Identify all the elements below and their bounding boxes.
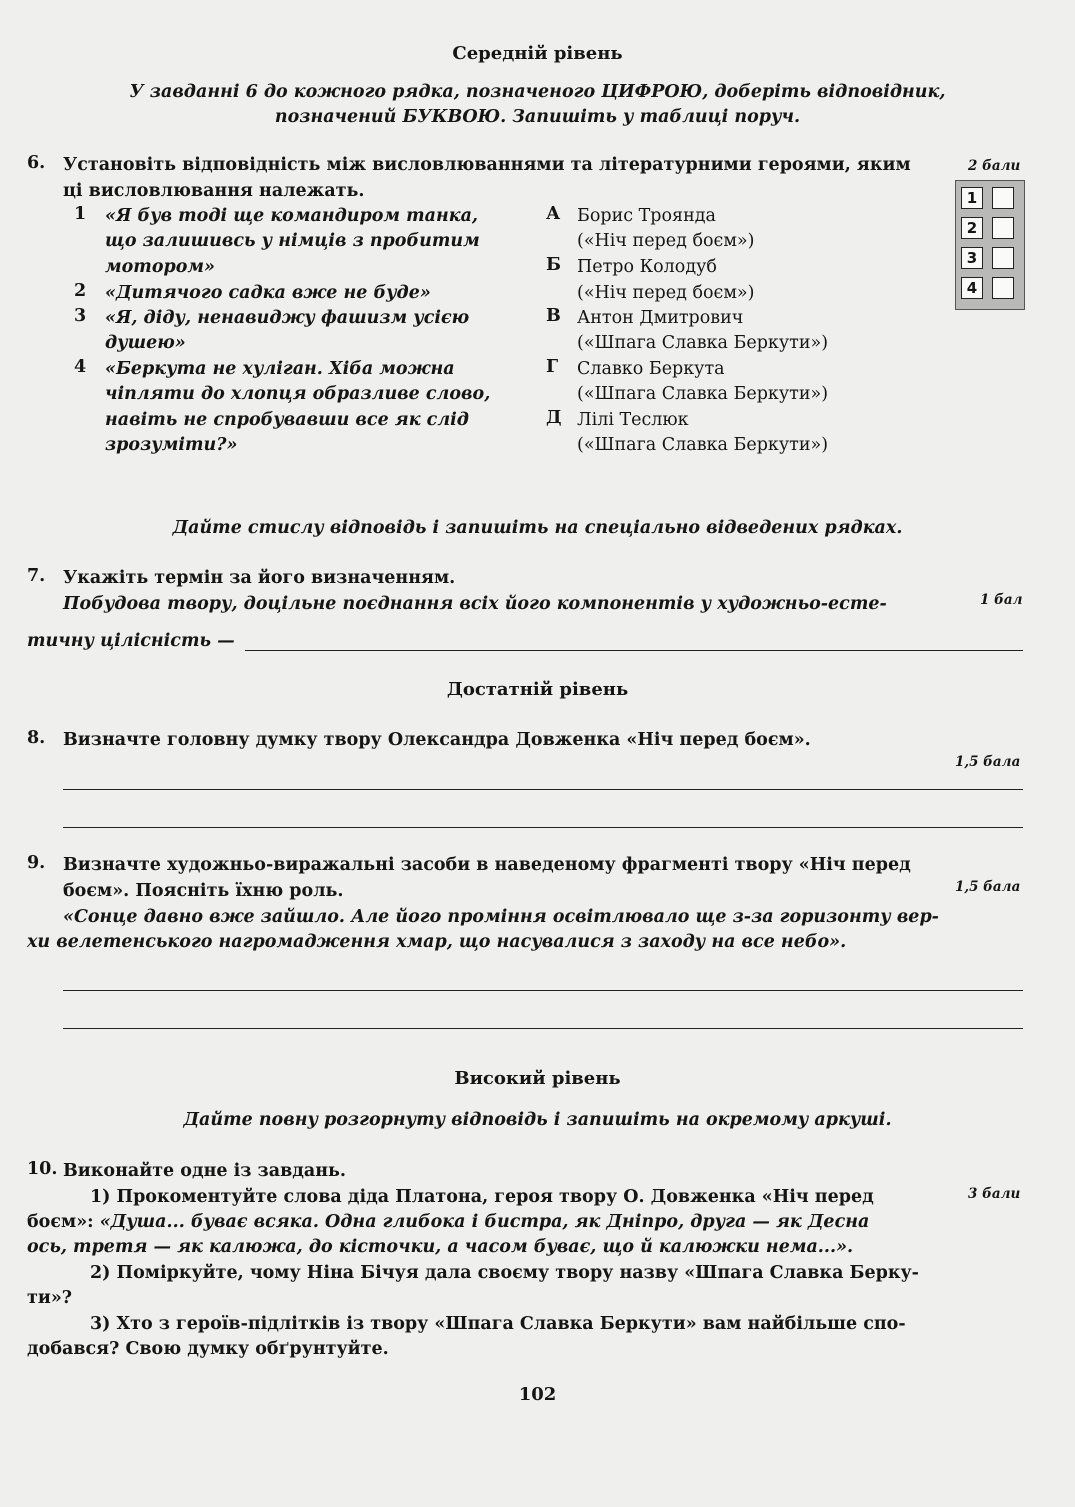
question-7-number: 7. <box>27 566 46 586</box>
grid-answer-cell-4[interactable] <box>992 277 1014 299</box>
question-8-answer-line-2[interactable] <box>63 827 1023 828</box>
middle-level-heading: Середній рівень <box>452 43 623 64</box>
quote-3-number: 3 <box>74 306 87 326</box>
quote-4-line-2: чіпляти до хлопця образливе слово, <box>105 384 491 404</box>
question-6-text-line-1: Установіть відповідність між висловлюваннями та літературними героями, яким <box>63 155 911 175</box>
answer-b-name: Петро Колодуб <box>577 257 717 277</box>
task-3-line-2: добався? Свою думку обґрунтуйте. <box>27 1339 389 1359</box>
question-8-points: 1,5 бала <box>955 754 1021 770</box>
question-7-text: Укажіть термін за його визначенням. <box>63 568 456 588</box>
sufficient-level-heading: Достатній рівень <box>446 679 629 700</box>
quote-4-line-4: зрозуміти?» <box>105 435 238 455</box>
grid-answer-cell-1[interactable] <box>992 187 1014 209</box>
answer-b-work: («Ніч перед боєм») <box>577 283 755 303</box>
answer-d-work: («Шпага Славка Беркути») <box>577 435 829 455</box>
middle-instruction-line-1: У завданні 6 до кожного рядка, позначеного ЦИФРОЮ, доберіть відповідник, <box>129 82 946 102</box>
quote-1-line-2: що залишивсь у німців з пробитим <box>105 231 480 251</box>
quote-2-number: 2 <box>74 281 87 301</box>
question-9-text-line-2: боєм». Поясніть їхню роль. <box>63 881 344 901</box>
question-6-points: 2 бали <box>968 158 1021 174</box>
question-7-definition-line-2: тичну цілісність — <box>27 631 235 651</box>
question-9-number: 9. <box>27 853 46 873</box>
answer-d-letter: Д <box>546 408 562 428</box>
question-6-text-line-2: ці висловлювання належать. <box>63 181 365 201</box>
quote-1-line-3: мотором» <box>105 257 215 277</box>
high-level-instruction: Дайте повну розгорнуту відповідь і запишіть на окремому аркуші. <box>183 1110 892 1130</box>
question-8-answer-line-1[interactable] <box>63 789 1023 790</box>
question-9-points: 1,5 бала <box>955 879 1021 895</box>
answer-h-work: («Шпага Славка Беркути») <box>577 384 829 404</box>
answer-a-work: («Ніч перед боєм») <box>577 231 755 251</box>
quote-4-line-3: навіть не спробувавши все як слід <box>105 410 469 430</box>
answer-h-name: Славко Беркута <box>577 359 725 379</box>
quote-4-line-1: «Беркута не хуліган. Хіба можна <box>105 359 455 379</box>
question-8-text: Визначте головну думку твору Олександра Довженка «Ніч перед боєм». <box>63 730 811 750</box>
answer-a-letter: А <box>546 204 561 224</box>
grid-answer-cell-3[interactable] <box>992 247 1014 269</box>
question-10-number: 10. <box>27 1159 58 1179</box>
question-10-text: Виконайте одне із завдань. <box>63 1161 347 1181</box>
question-9-answer-line-1[interactable] <box>63 990 1023 991</box>
high-level-heading: Високий рівень <box>454 1068 621 1089</box>
question-7-definition-line-1: Побудова твору, доцільне поєднання всіх його компонентів у художньо-есте- <box>63 594 887 614</box>
task-1-line-1: 1) Прокоментуйте слова діда Платона, героя твору О. Довженка «Ніч перед <box>90 1187 874 1207</box>
grid-label-2: 2 <box>961 217 983 239</box>
question-9-quote-line-1: «Сонце давно вже зайшло. Але його проміння освітлювало ще з-за горизонту вер- <box>63 907 939 927</box>
answer-grid <box>955 180 1025 310</box>
answer-h-letter: Г <box>546 357 559 377</box>
grid-label-3: 3 <box>961 247 983 269</box>
question-7-points: 1 бал <box>980 592 1023 608</box>
grid-label-1: 1 <box>961 187 983 209</box>
question-9-text-line-1: Визначте художньо-виражальні засоби в наведеному фрагменті твору «Ніч перед <box>63 855 911 875</box>
quote-3-line-2: душею» <box>105 333 186 353</box>
grid-answer-cell-2[interactable] <box>992 217 1014 239</box>
quote-3-line-1: «Я, діду, ненавиджу фашизм усією <box>105 308 470 328</box>
question-7-answer-line[interactable] <box>245 650 1023 651</box>
answer-v-work: («Шпага Славка Беркути») <box>577 333 829 353</box>
task-2-line-1: 2) Поміркуйте, чому Ніна Бічуя дала своєму твору назву «Шпага Славка Берку- <box>90 1263 919 1283</box>
question-6-number: 6. <box>27 153 46 173</box>
question-8-number: 8. <box>27 728 46 748</box>
quote-1-line-1: «Я був тоді ще командиром танка, <box>105 206 478 226</box>
quote-1-number: 1 <box>74 204 87 224</box>
grid-label-4: 4 <box>961 277 983 299</box>
answer-v-name: Антон Дмитрович <box>577 308 744 328</box>
page-number: 102 <box>518 1384 557 1405</box>
answer-d-name: Лілі Теслюк <box>577 410 689 430</box>
question-9-quote-line-2: хи велетенського нагромадження хмар, що насувалися з заходу на все небо». <box>27 932 847 952</box>
answer-b-letter: Б <box>546 255 561 275</box>
middle-instruction-line-2: позначений БУКВОЮ. Запишіть у таблиці поруч. <box>274 107 801 127</box>
question-9-answer-line-2[interactable] <box>63 1028 1023 1029</box>
task-1-line-2-quote: «Душа... буває всяка. Одна глибока і бистра, як Дніпро, друга — як Десна <box>99 1212 870 1232</box>
quote-4-number: 4 <box>74 357 87 377</box>
answer-v-letter: В <box>546 306 561 326</box>
quote-2-line-1: «Дитячого садка вже не буде» <box>105 283 431 303</box>
task-1-line-2-lead: боєм»: <box>27 1212 100 1232</box>
answer-a-name: Борис Троянда <box>577 206 716 226</box>
task-2-line-2: ти»? <box>27 1288 73 1308</box>
question-10-points: 3 бали <box>968 1186 1021 1202</box>
task-3-line-1: 3) Хто з героїв-підлітків із твору «Шпага Славка Беркути» вам найбільше спо- <box>90 1314 906 1334</box>
task-1-line-3: ось, третя — як калюжа, до кісточки, а часом буває, що й калюжки нема...». <box>27 1237 854 1257</box>
short-answer-instruction: Дайте стислу відповідь і запишіть на спеціально відведених рядках. <box>172 518 903 538</box>
